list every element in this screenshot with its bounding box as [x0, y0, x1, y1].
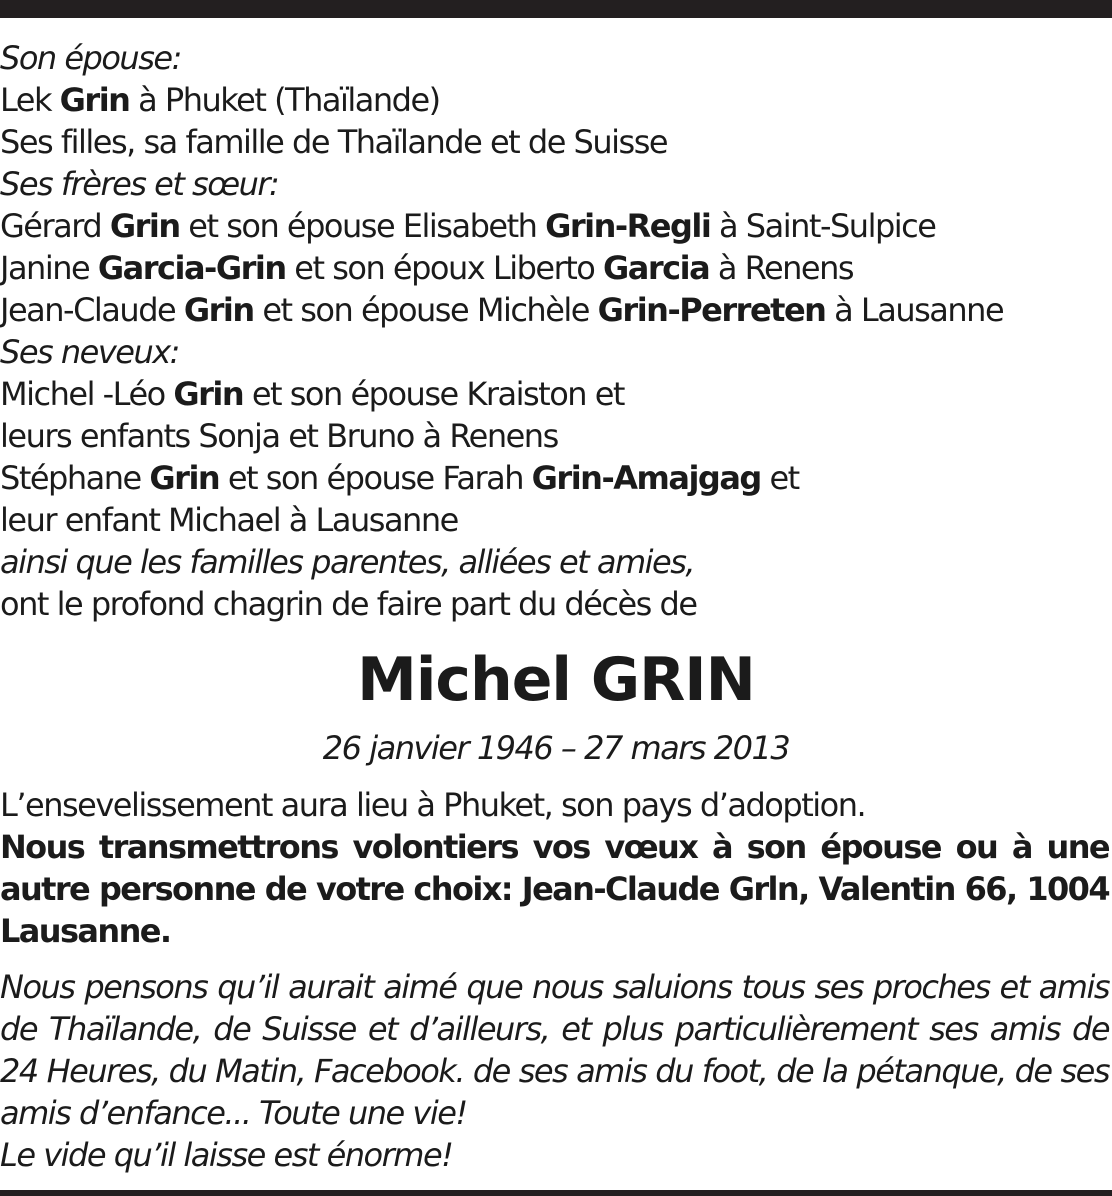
families-closing: ainsi que les familles parentes, alliées et amies,: [0, 543, 695, 581]
deceased-name: Michel GRIN: [357, 645, 755, 715]
spouse-line: [0, 79, 1112, 121]
surname: Garcia-Grin: [97, 249, 286, 287]
nephews-heading: Ses neveux:: [0, 333, 179, 371]
first-name: Stéphane: [0, 459, 150, 497]
spouse-text: et son épouse Michèle: [253, 291, 598, 329]
tribute-paragraph: [0, 966, 1109, 1176]
top-border-rule: [0, 0, 1112, 18]
tribute-text: Nous pensons qu’il aurait aimé que nous saluions tous ses proches et amis de Thaïlande, de Suisse et d’ailleurs, et plus particulièrement ses amis de 24 Heures, du Matin, Facebook. de ses amis du foot, de la pétanque, de ses amis d’enfance... Toute une vie!: [0, 968, 1109, 1132]
first-name: Lek: [0, 81, 60, 119]
location: à Renens: [709, 249, 854, 287]
nephew-line-stephane: [0, 457, 1112, 499]
nephew-line-child: leur enfant Michael à Lausanne: [0, 501, 458, 539]
first-name: Jean-Claude: [0, 291, 184, 329]
siblings-heading: Ses frères et sœur:: [0, 165, 279, 203]
spouse-heading: Son épouse:: [0, 39, 181, 77]
surname: Garcia: [603, 249, 710, 287]
spouse-text: et son épouse Kraiston et: [243, 375, 624, 413]
sibling-line-jean-claude: [0, 289, 1112, 331]
location: à Phuket (Thaïlande): [129, 81, 440, 119]
first-name: Michel -Léo: [0, 375, 174, 413]
announcement-line: ont le profond chagrin de faire part du décès de: [0, 585, 697, 623]
spouse-text: et son époux Liberto: [285, 249, 604, 287]
family-list: [0, 37, 1112, 625]
burial-notice: L’ensevelissement aura lieu à Phuket, son pays d’adoption.: [0, 786, 866, 824]
spouse-text: et son épouse Elisabeth: [179, 207, 546, 245]
sibling-line-gerard: [0, 205, 1112, 247]
condolences-notice: Nous transmettrons volontiers vos vœux à son épouse ou à une autre personne de votre choix: Jean-Claude Grln, Valentin 66, 1004 Lausanne.: [0, 828, 1109, 950]
life-dates: 26 janvier 1946 – 27 mars 2013: [322, 729, 790, 767]
sibling-line-janine: [0, 247, 1112, 289]
surname: Grin: [173, 375, 244, 413]
surname: Grin: [109, 207, 180, 245]
location: à Saint-Sulpice: [710, 207, 936, 245]
surname: Grin: [59, 81, 130, 119]
nephew-line-children: leurs enfants Sonja et Bruno à Renens: [0, 417, 558, 455]
surname: Grin: [149, 459, 220, 497]
nephew-line-michel-leo: [0, 373, 1112, 415]
surname: Grin: [183, 291, 254, 329]
spouse-text: et son épouse Farah: [219, 459, 532, 497]
conjunction: et: [760, 459, 799, 497]
location: à Lausanne: [825, 291, 1004, 329]
daughters-line: Ses filles, sa famille de Thaïlande et de Suisse: [0, 123, 668, 161]
surname: Grin-Amajgag: [531, 459, 761, 497]
surname: Grin-Regli: [545, 207, 711, 245]
surname: Grin-Perreten: [597, 291, 826, 329]
bottom-border-rule: [0, 1190, 1112, 1196]
first-name: Janine: [0, 249, 98, 287]
first-name: Gérard: [0, 207, 110, 245]
tribute-closing: Le vide qu’il laisse est énorme!: [0, 1136, 453, 1174]
